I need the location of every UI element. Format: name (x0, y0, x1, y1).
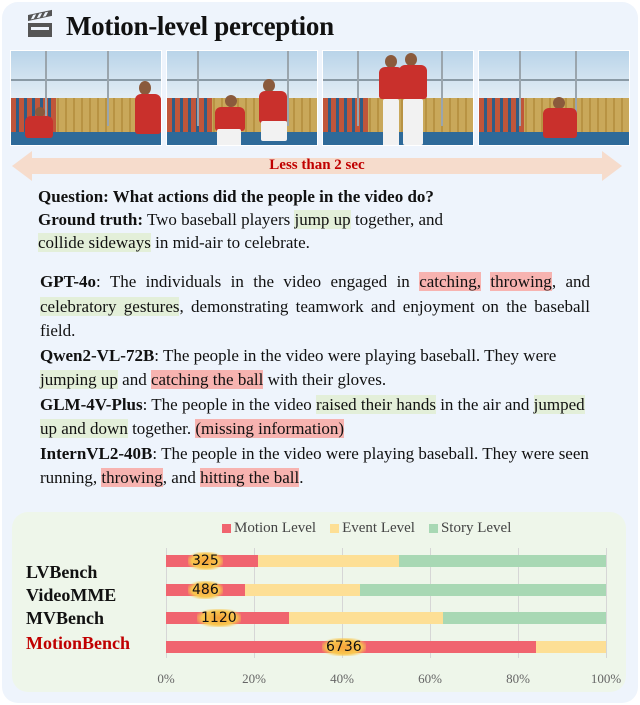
incorrect-highlight: catching, (419, 272, 482, 291)
bar-segment-event (245, 584, 359, 596)
x-tick: 60% (418, 671, 442, 686)
question-block (38, 185, 598, 254)
legend-label: Event Level (342, 520, 415, 536)
response-gpt4o (40, 270, 590, 344)
ground-truth (38, 208, 598, 254)
x-tick: 0% (157, 671, 175, 686)
legend-swatch (330, 524, 339, 533)
bar-motionbench (166, 641, 606, 653)
model-name: GLM-4V-Plus (40, 394, 143, 414)
text-span: , demonstrating teamwork and enjoyment on the baseball field. (40, 296, 590, 340)
category-label-highlight: MotionBench (26, 633, 131, 653)
time-span-label: Less than 2 sec (269, 157, 365, 173)
text-span: Two baseball players (143, 210, 295, 229)
response-qwen2-vl-72b (40, 344, 590, 393)
category-label: VideoMME (26, 585, 117, 605)
bar-segment-story (443, 612, 606, 624)
legend-swatch (222, 524, 231, 533)
correct-highlight: jumping up (40, 370, 118, 389)
bar-lvbench (166, 555, 606, 567)
legend-label: Motion Level (234, 520, 317, 536)
text-span: together, and (350, 210, 444, 229)
model-name: InternVL2-40B (40, 443, 153, 463)
clapperboard-icon (28, 15, 52, 37)
model-name: Qwen2-VL-72B (40, 345, 155, 365)
count-label: 486 (188, 581, 223, 599)
text-span (481, 272, 490, 291)
response-internvl2-40b (40, 442, 590, 491)
text-span: together. (127, 419, 196, 438)
category-label: LVBench (26, 562, 98, 582)
legend-story-level (429, 520, 511, 537)
bar-segment-event (289, 612, 443, 624)
text-span: in mid-air to celebrate. (150, 233, 310, 252)
text-span: . (299, 468, 304, 487)
question: Question: What actions did the people in the video do? (38, 187, 434, 206)
video-frame-3 (322, 50, 474, 146)
video-frame-1 (10, 50, 162, 146)
correct-highlight: celebratory gestures (40, 296, 180, 316)
x-tick: 20% (242, 671, 266, 686)
incorrect-highlight: throwing (490, 272, 552, 291)
text-span: with their gloves. (263, 370, 387, 389)
text-span: : The individuals in the video engaged in (96, 272, 420, 291)
bar-segment-story (399, 555, 606, 567)
x-tick: 80% (506, 671, 530, 686)
legend-motion-level (222, 520, 316, 537)
bar-videomme (166, 584, 606, 596)
figure-title: Motion-level perception (66, 10, 334, 41)
text-span: , and (162, 468, 201, 487)
correct-highlight: jump up (294, 210, 351, 229)
count-label: 6736 (322, 638, 366, 656)
chart-legend (222, 520, 511, 537)
model-name: GPT-4o (40, 272, 97, 291)
incorrect-highlight: (missing information) (195, 419, 345, 438)
text-span: and (117, 370, 151, 389)
model-responses (40, 270, 590, 491)
header (28, 8, 334, 44)
text-span: , and (551, 272, 590, 291)
gridline (606, 548, 607, 658)
text-span: : The people in the video (142, 394, 317, 414)
category-label: MVBench (26, 608, 104, 628)
incorrect-highlight: catching the ball (150, 370, 264, 389)
incorrect-highlight: hitting the ball (200, 468, 300, 487)
response-glm-4v-plus (40, 393, 590, 442)
correct-highlight: jumped up and down (40, 394, 585, 438)
legend-swatch (429, 524, 438, 533)
video-frame-2 (166, 50, 318, 146)
legend-label: Story Level (440, 520, 512, 536)
text-span: in the air and (435, 394, 534, 414)
bar-segment-story (360, 584, 606, 596)
text-span: : The people in the video were playing baseball. They were seen running, (40, 443, 589, 487)
time-span-arrow (12, 151, 622, 181)
x-tick: 40% (330, 671, 354, 686)
count-label: 325 (188, 552, 223, 570)
ground-truth-label: Ground truth: (38, 210, 144, 229)
bar-segment-event (258, 555, 399, 567)
x-tick: 100% (590, 671, 622, 686)
correct-highlight: collide sideways (38, 233, 151, 252)
video-frame-4 (478, 50, 630, 146)
count-label: 1120 (197, 609, 241, 627)
bar-segment-event (536, 641, 606, 653)
correct-highlight: raised their hands (316, 394, 436, 414)
legend-event-level (330, 520, 415, 537)
video-frames (10, 50, 630, 146)
text-span: : The people in the video were playing baseball. They were (154, 345, 557, 365)
incorrect-highlight: throwing (101, 468, 163, 487)
